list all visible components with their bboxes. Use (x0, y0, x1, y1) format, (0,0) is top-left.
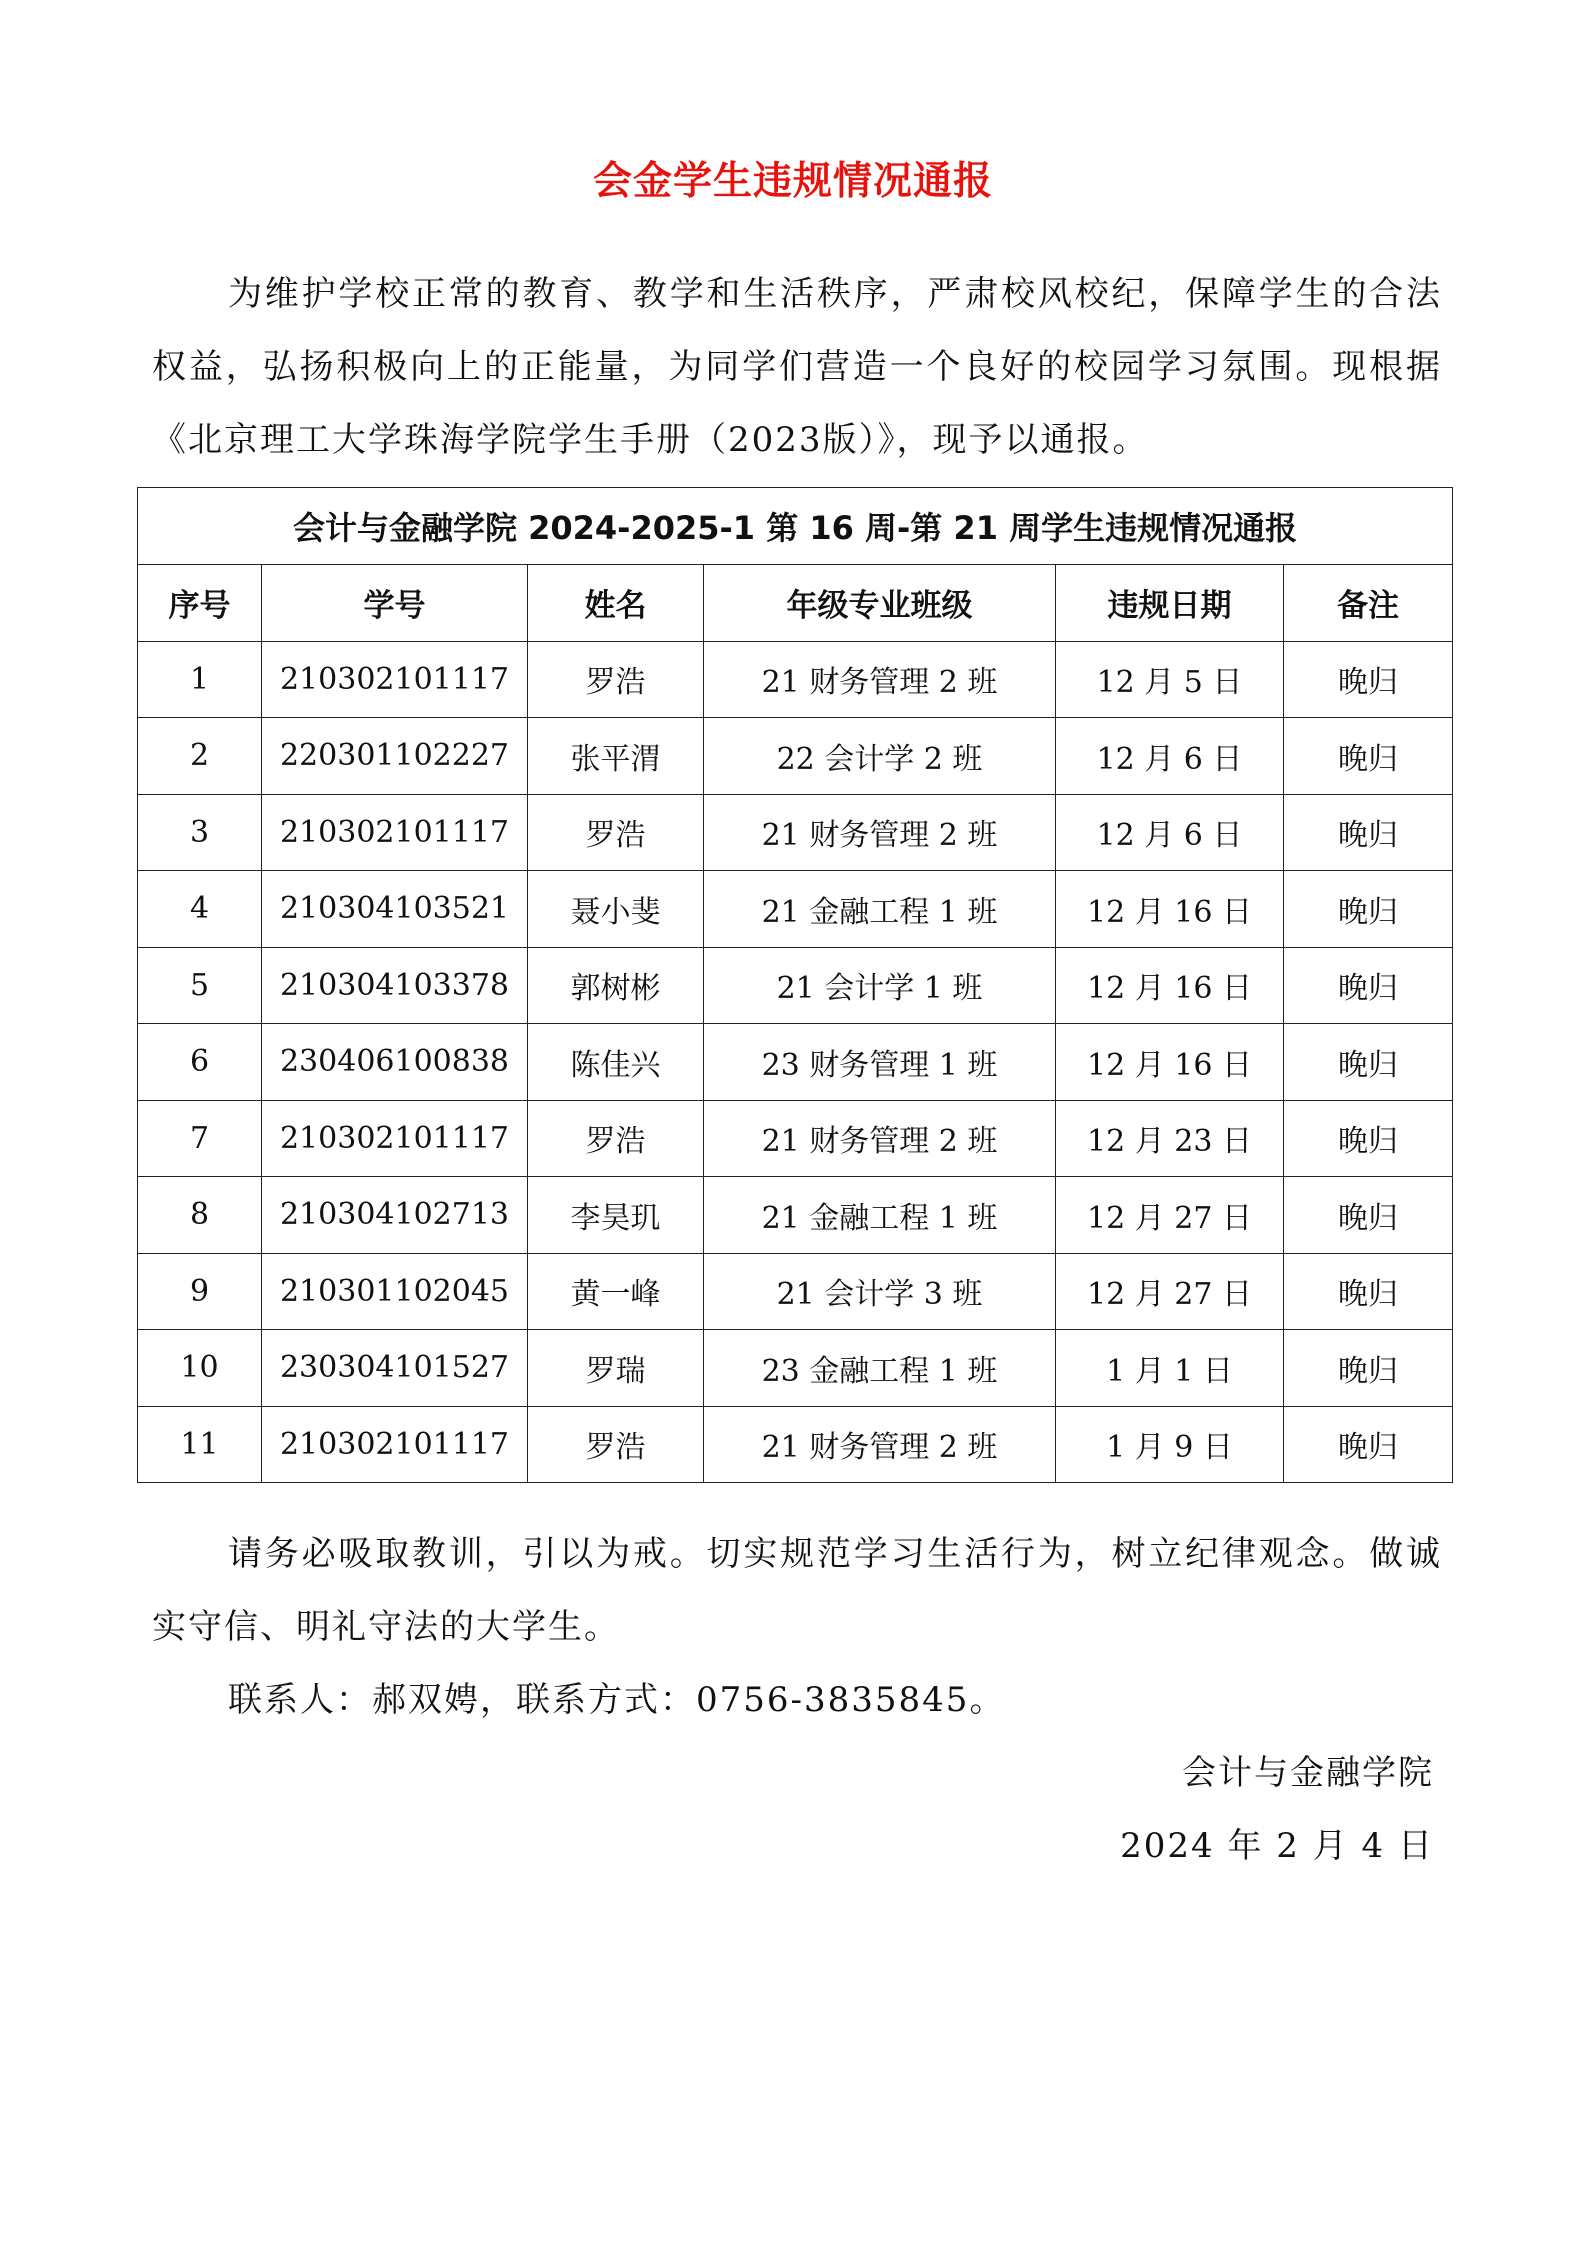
cell-date: 12 月 23 日 (1056, 1100, 1284, 1177)
column-header-name: 姓名 (528, 565, 704, 642)
column-header-remark: 备注 (1284, 565, 1453, 642)
cell-date: 12 月 27 日 (1056, 1177, 1284, 1254)
cell-name: 罗浩 (528, 1100, 704, 1177)
table-row (138, 1024, 1453, 1101)
table-row (138, 1253, 1453, 1330)
cell-name: 聂小斐 (528, 871, 704, 948)
column-header-index: 序号 (138, 565, 262, 642)
cell-date: 12 月 16 日 (1056, 947, 1284, 1024)
cell-class: 21 金融工程 1 班 (704, 871, 1056, 948)
cell-remark: 晚归 (1284, 794, 1453, 871)
cell-index: 11 (138, 1406, 262, 1483)
cell-name: 黄一峰 (528, 1253, 704, 1330)
cell-remark: 晚归 (1284, 641, 1453, 718)
cell-class: 21 财务管理 2 班 (704, 794, 1056, 871)
cell-index: 4 (138, 871, 262, 948)
cell-date: 12 月 16 日 (1056, 1024, 1284, 1101)
cell-date: 1 月 1 日 (1056, 1330, 1284, 1407)
cell-class: 21 会计学 3 班 (704, 1253, 1056, 1330)
cell-name: 罗瑞 (528, 1330, 704, 1407)
column-header-student-id: 学号 (262, 565, 528, 642)
cell-student-id: 230406100838 (262, 1024, 528, 1101)
cell-index: 6 (138, 1024, 262, 1101)
intro-paragraph: 为维护学校正常的教育、教学和生活秩序，严肃校风校纪，保障学生的合法权益，弘扬积极向上的正能量，为同学们营造一个良好的校园学习氛围。现根据《北京理工大学珠海学院学生手册（2023版）》，现予以通报。 (152, 274, 1442, 460)
cell-student-id: 210301102045 (262, 1253, 528, 1330)
cell-name: 李昊玑 (528, 1177, 704, 1254)
cell-name: 罗浩 (528, 1406, 704, 1483)
cell-student-id: 210304102713 (262, 1177, 528, 1254)
cell-name: 罗浩 (528, 641, 704, 718)
table-row (138, 947, 1453, 1024)
cell-remark: 晚归 (1284, 1406, 1453, 1483)
column-header-date: 违规日期 (1056, 565, 1284, 642)
page-title: 会金学生违规情况通报 (592, 159, 993, 204)
cell-student-id: 210302101117 (262, 794, 528, 871)
table-row (138, 1330, 1453, 1407)
cell-index: 8 (138, 1177, 262, 1254)
cell-student-id: 210302101117 (262, 1406, 528, 1483)
table-row (138, 1100, 1453, 1177)
cell-remark: 晚归 (1284, 718, 1453, 795)
cell-date: 12 月 16 日 (1056, 871, 1284, 948)
cell-student-id: 210304103521 (262, 871, 528, 948)
cell-class: 22 会计学 2 班 (704, 718, 1056, 795)
cell-index: 1 (138, 641, 262, 718)
cell-class: 21 财务管理 2 班 (704, 641, 1056, 718)
table-row (138, 1406, 1453, 1483)
cell-name: 张平渭 (528, 718, 704, 795)
signer: 会计与金融学院 (1182, 1753, 1434, 1793)
cell-remark: 晚归 (1284, 1100, 1453, 1177)
cell-class: 21 金融工程 1 班 (704, 1177, 1056, 1254)
table-row (138, 718, 1453, 795)
cell-remark: 晚归 (1284, 1330, 1453, 1407)
cell-index: 2 (138, 718, 262, 795)
cell-index: 9 (138, 1253, 262, 1330)
table-header-row (138, 565, 1453, 642)
cell-index: 10 (138, 1330, 262, 1407)
cell-date: 1 月 9 日 (1056, 1406, 1284, 1483)
cell-remark: 晚归 (1284, 1253, 1453, 1330)
cell-remark: 晚归 (1284, 947, 1453, 1024)
cell-remark: 晚归 (1284, 871, 1453, 948)
table-caption: 会计与金融学院 2024-2025-1 第 16 周-第 21 周学生违规情况通报 (138, 488, 1453, 565)
cell-student-id: 210302101117 (262, 1100, 528, 1177)
cell-name: 罗浩 (528, 794, 704, 871)
table-row (138, 794, 1453, 871)
table-row (138, 871, 1453, 948)
contact-line: 联系人：郝双娉，联系方式：0756-3835845。 (228, 1680, 1006, 1720)
cell-remark: 晚归 (1284, 1024, 1453, 1101)
closing-paragraph: 请务必吸取教训，引以为戒。切实规范学习生活行为，树立纪律观念。做诚实守信、明礼守法的大学生。 (152, 1534, 1442, 1647)
table-caption-row (138, 488, 1453, 565)
cell-date: 12 月 5 日 (1056, 641, 1284, 718)
cell-student-id: 230304101527 (262, 1330, 528, 1407)
cell-index: 3 (138, 794, 262, 871)
cell-class: 21 会计学 1 班 (704, 947, 1056, 1024)
cell-date: 12 月 6 日 (1056, 794, 1284, 871)
violation-table (137, 487, 1453, 1483)
cell-class: 21 财务管理 2 班 (704, 1406, 1056, 1483)
cell-name: 郭树彬 (528, 947, 704, 1024)
sign-date: 2024 年 2 月 4 日 (1120, 1826, 1434, 1866)
cell-class: 21 财务管理 2 班 (704, 1100, 1056, 1177)
cell-class: 23 财务管理 1 班 (704, 1024, 1056, 1101)
cell-date: 12 月 27 日 (1056, 1253, 1284, 1330)
cell-student-id: 210302101117 (262, 641, 528, 718)
cell-student-id: 210304103378 (262, 947, 528, 1024)
cell-remark: 晚归 (1284, 1177, 1453, 1254)
table-row (138, 1177, 1453, 1254)
cell-date: 12 月 6 日 (1056, 718, 1284, 795)
cell-student-id: 220301102227 (262, 718, 528, 795)
cell-name: 陈佳兴 (528, 1024, 704, 1101)
cell-index: 7 (138, 1100, 262, 1177)
column-header-class: 年级专业班级 (704, 565, 1056, 642)
cell-class: 23 金融工程 1 班 (704, 1330, 1056, 1407)
table-row (138, 641, 1453, 718)
cell-index: 5 (138, 947, 262, 1024)
